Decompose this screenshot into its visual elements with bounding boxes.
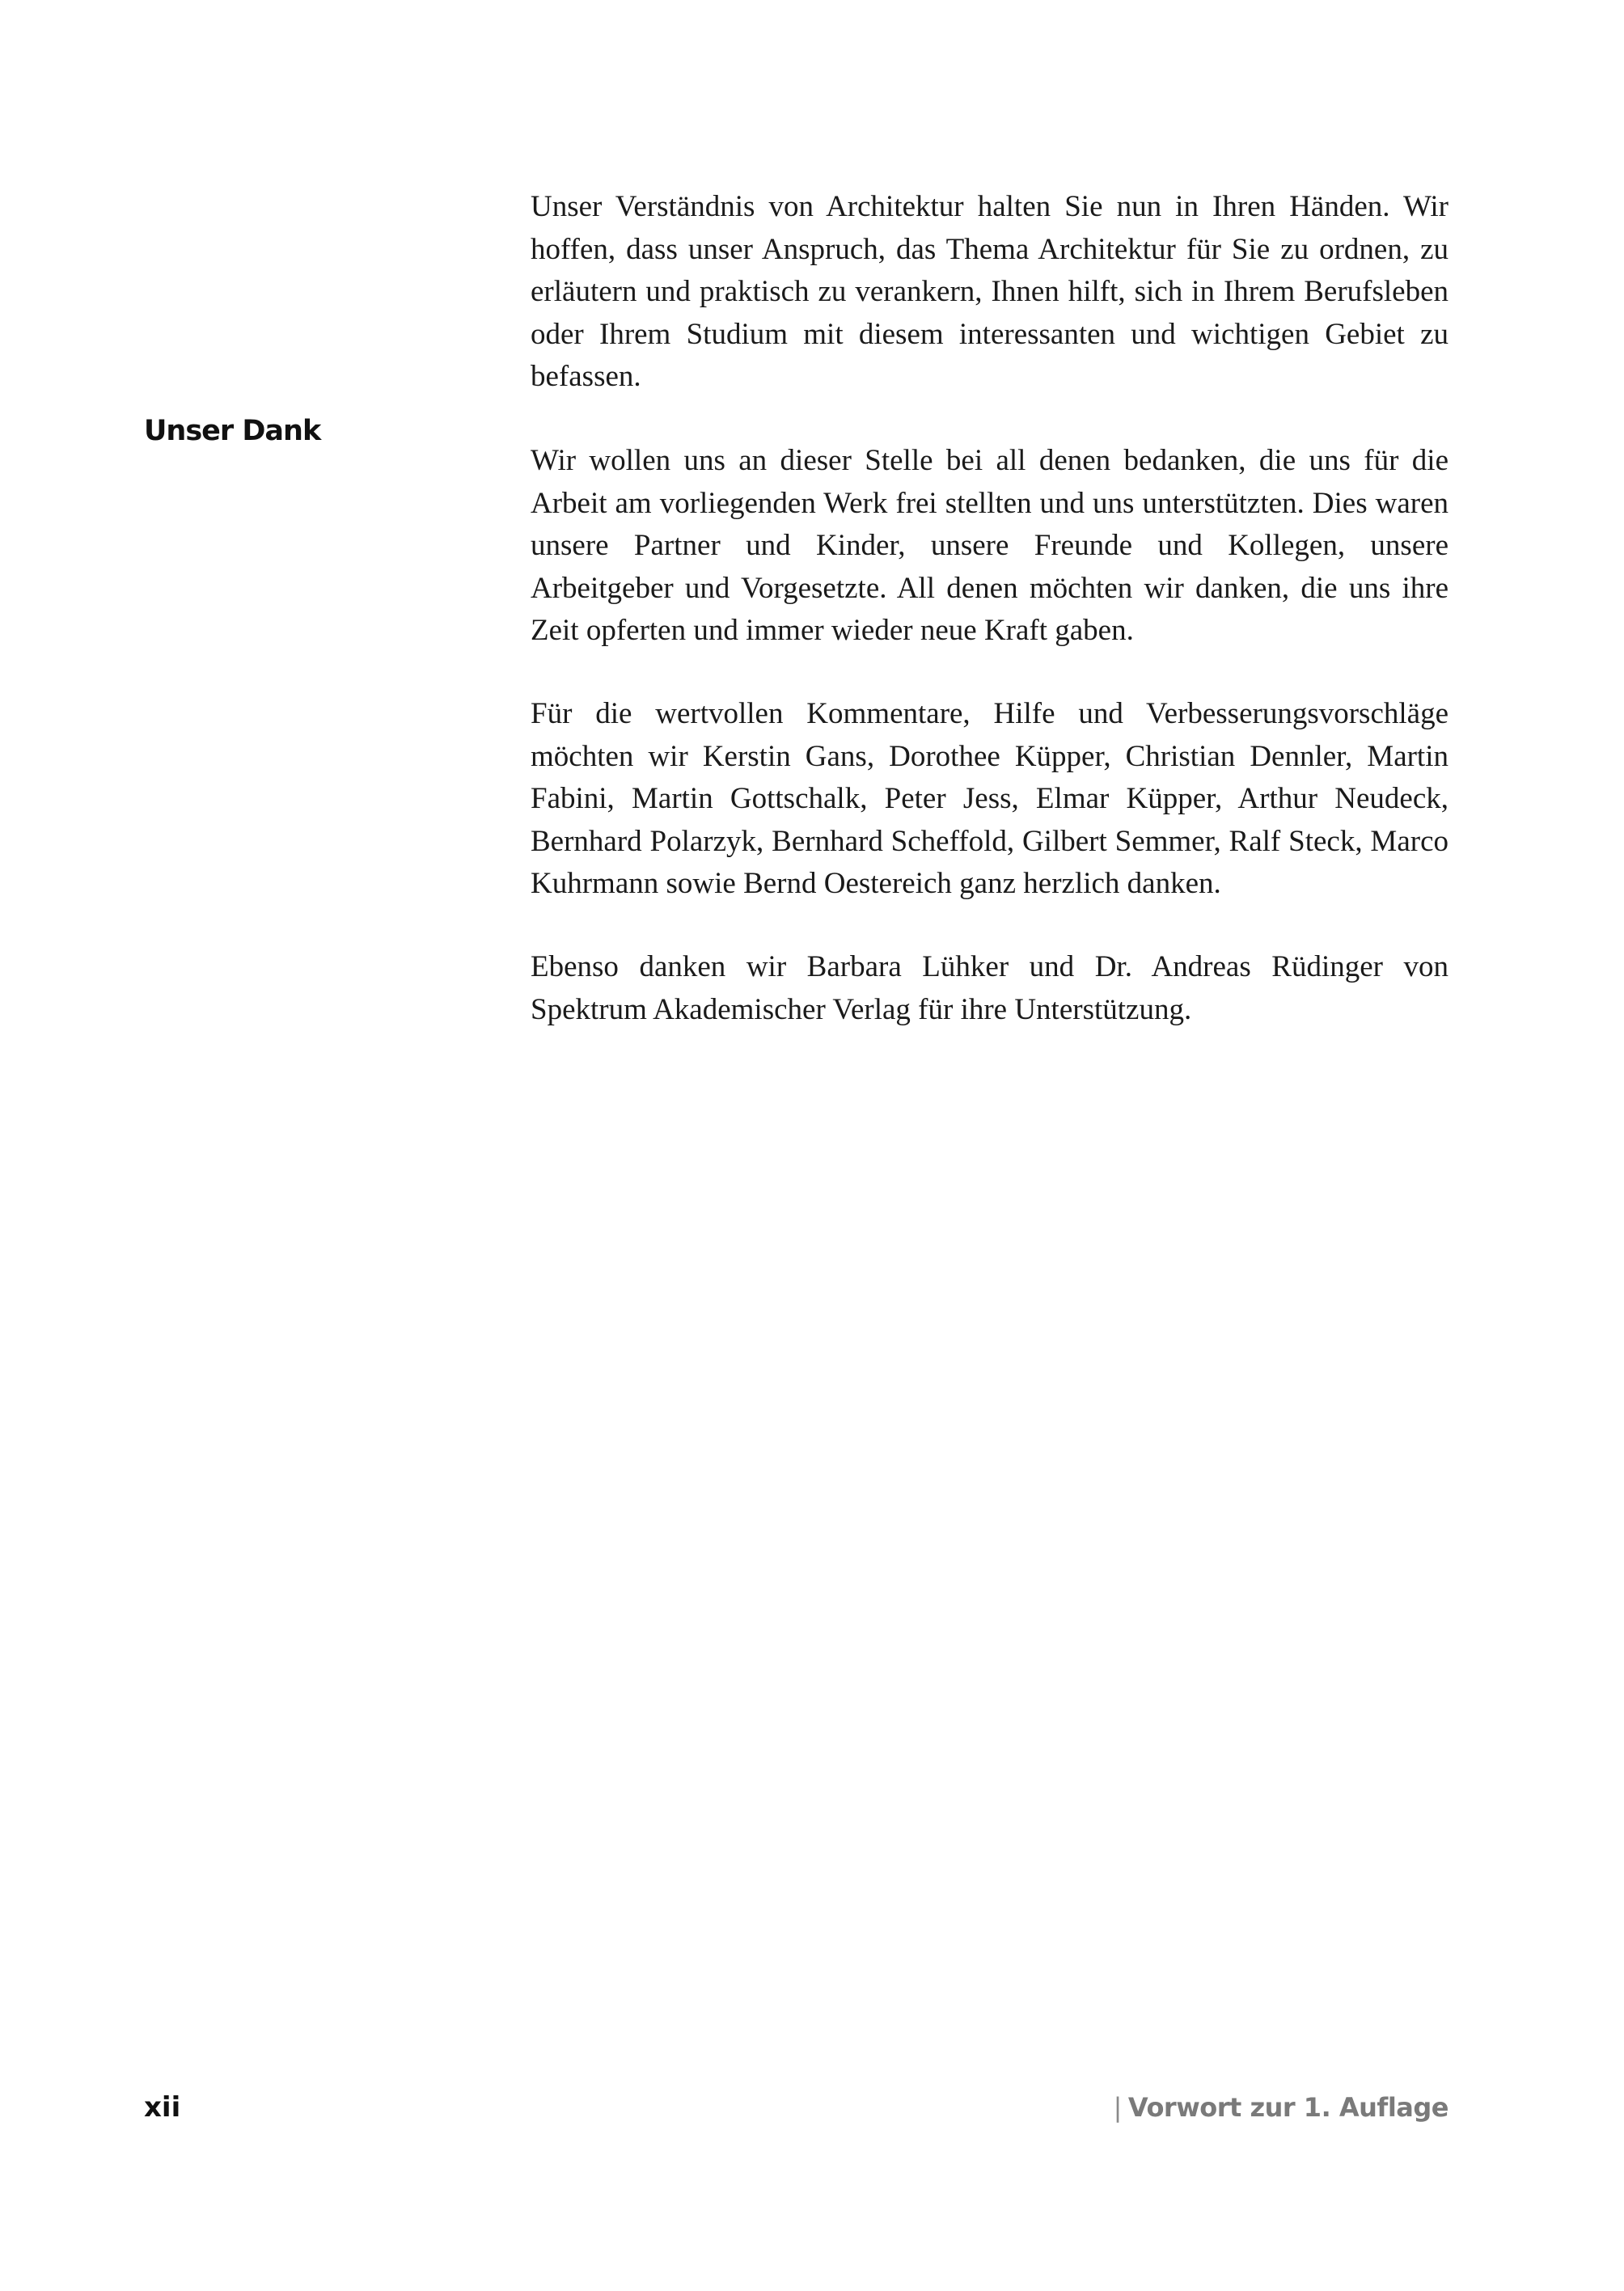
running-title: Vorwort zur 1. Auflage: [1127, 2092, 1448, 2123]
section-heading-unser-dank: Unser Dank: [144, 415, 321, 447]
intro-paragraph: Unser Verständnis von Architektur halten Sie nun in Ihren Händen. Wir hoffen, dass unser Anspruch, das Thema Architektur für Sie zu ordnen, zu erläutern und praktisch zu verankern, Ihnen hilft, sich in Ihrem Berufsleben oder Ihrem Studium mit diesem interessanten und wichtigen Gebiet zu befassen.: [531, 190, 1448, 393]
dank-paragraph-2: Für die wertvollen Kommentare, Hilfe und Verbesserungsvorschläge möchten wir Kerstin Gans, Dorothee Küpper, Christian Dennler, Martin Fabini, Martin Gottschalk, Peter Jess, Elmar Küpper, Arthur Neudeck, Bernhard Polarzyk, Bernhard Scheffold, Gilbert Semmer, Ralf Steck, Marco Kuhrmann sowie Bernd Oestereich ganz herzlich danken.: [531, 697, 1448, 900]
running-footer: [1114, 2086, 1448, 2128]
page-number: xii: [144, 2091, 181, 2124]
footer-separator: |: [1113, 2092, 1122, 2123]
dank-paragraph-3: Ebenso danken wir Barbara Lühker und Dr. Andreas Rüdinger von Spektrum Akademischer Verlag für ihre Unterstützung.: [531, 950, 1448, 1026]
dank-paragraph-1: Wir wollen uns an dieser Stelle bei all denen bedanken, die uns für die Arbeit am vorliegenden Werk frei stellten und uns unterstützten. Dies waren unsere Partner und Kinder, unsere Freunde und Kollegen, unsere Arbeitgeber und Vorgesetzte. All denen möchten wir danken, die uns ihre Zeit opferten und immer wieder neue Kraft gaben.: [531, 444, 1448, 647]
